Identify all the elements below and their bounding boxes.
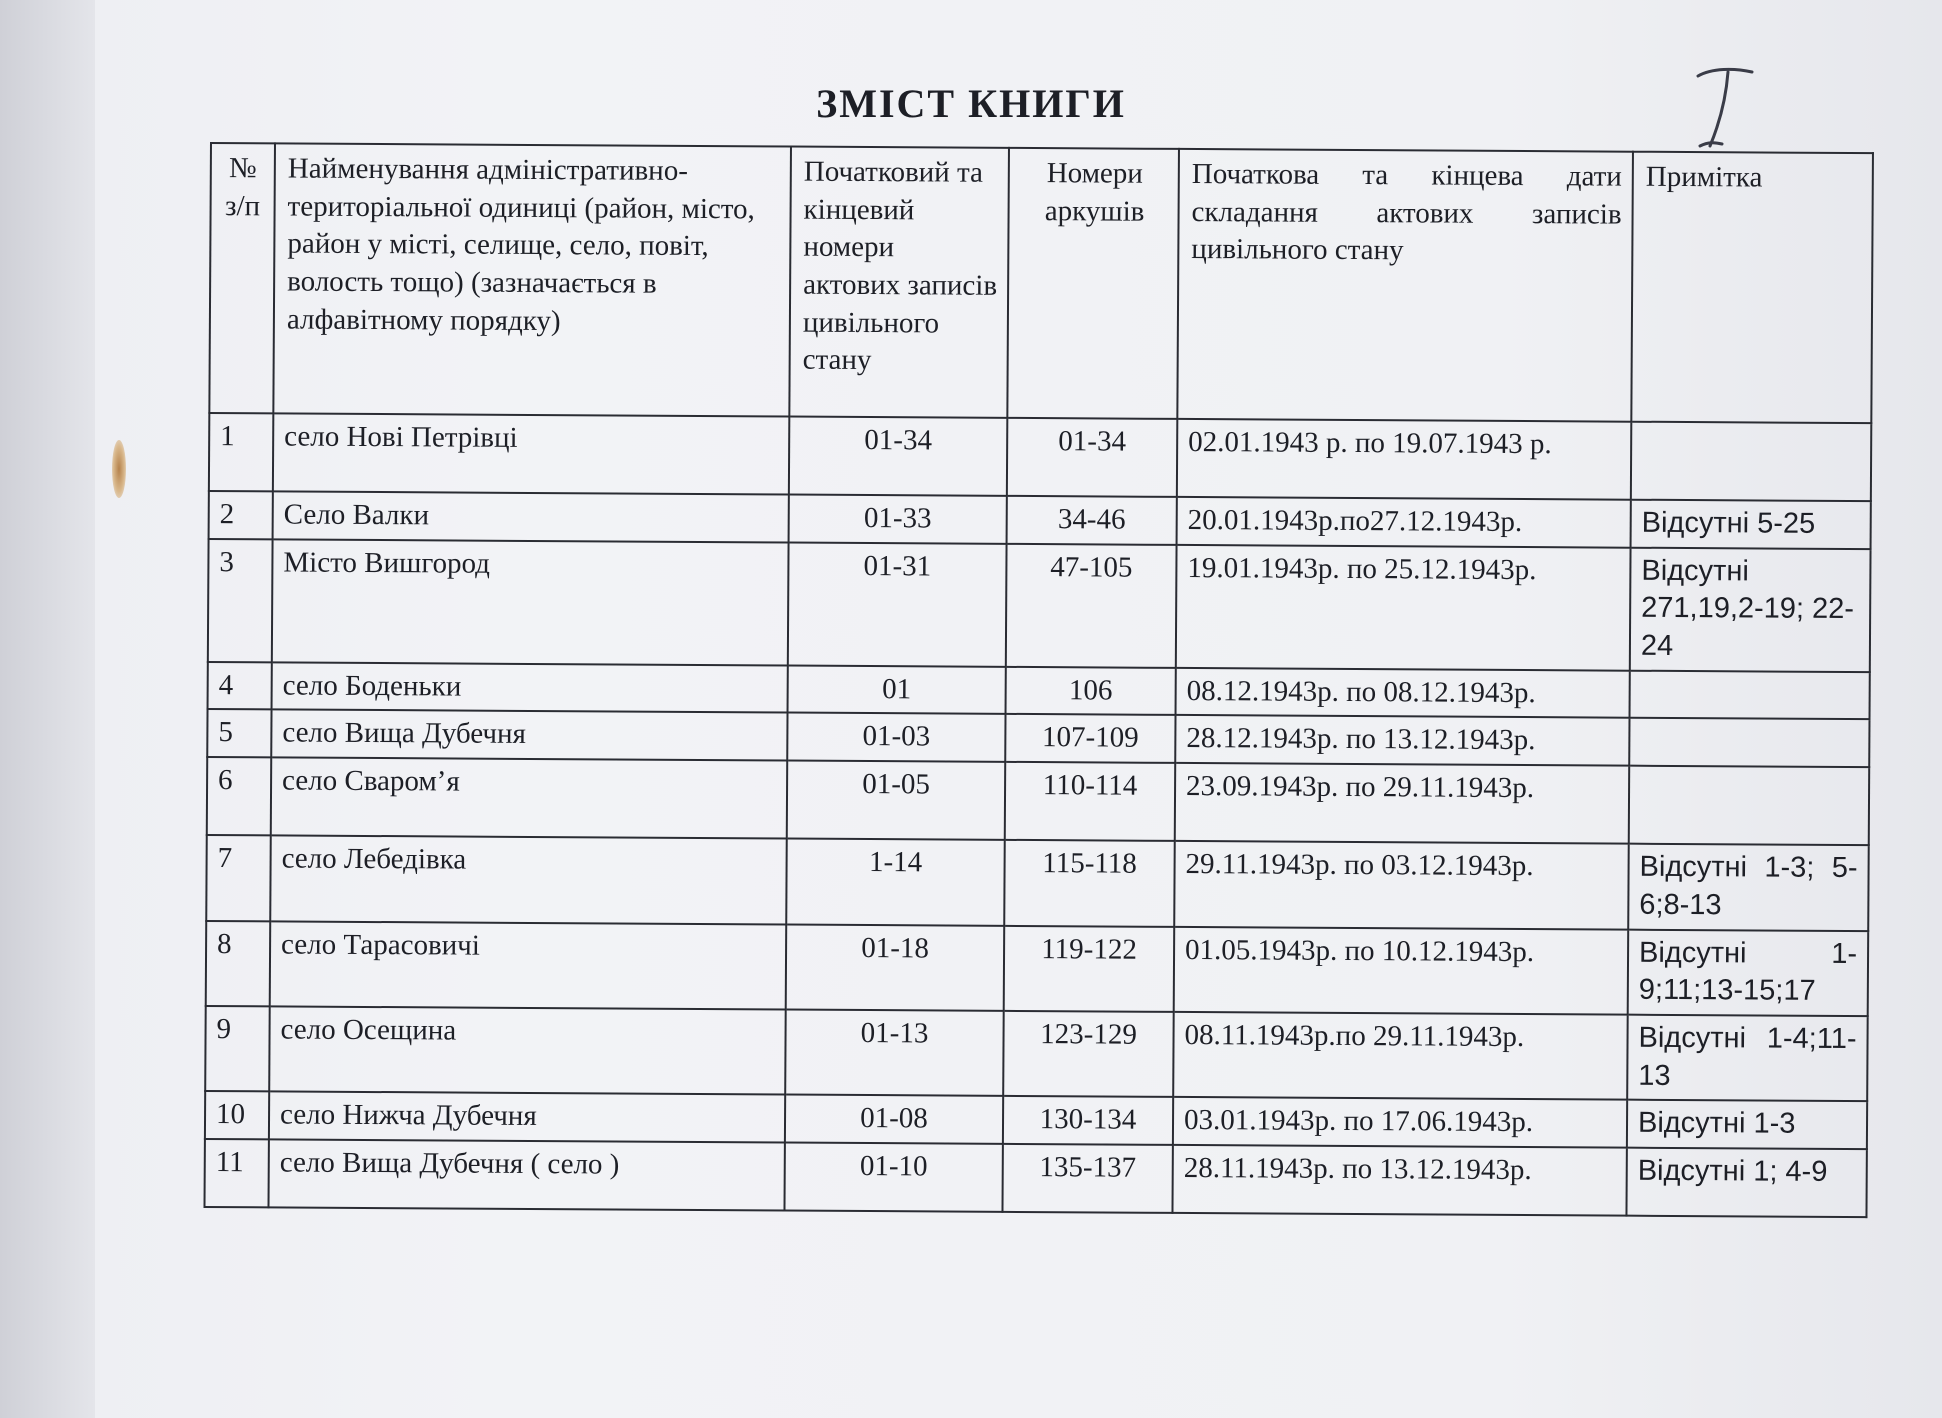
cell-dates: 28.11.1943р. по 13.12.1943р.: [1172, 1145, 1626, 1216]
table-row: [206, 835, 1868, 931]
cell-note: Відсутні 1; 4-9: [1626, 1148, 1866, 1217]
cell-records: 01-08: [785, 1095, 1003, 1144]
cell-sheets: 107-109: [1005, 714, 1175, 763]
cell-num: 6: [207, 757, 271, 835]
cell-records: 01-05: [787, 761, 1005, 840]
cell-sheets: 106: [1006, 667, 1176, 716]
table-row: [207, 757, 1869, 845]
header-dates: Початкова та кінцева дати складання актових записів цивільного стану: [1177, 149, 1633, 422]
table-row: [206, 920, 1868, 1016]
cell-note: Відсутні 1-3: [1627, 1100, 1867, 1149]
page-left-edge: [0, 0, 95, 1418]
handwritten-page-mark: [1690, 62, 1760, 152]
cell-sheets: 47-105: [1006, 544, 1177, 668]
cell-dates: 08.12.1943р. по 08.12.1943р.: [1176, 668, 1630, 718]
cell-name: Село Валки: [273, 491, 789, 542]
contents-table: [203, 142, 1873, 1218]
cell-name: село Сваром’я: [271, 758, 787, 839]
cell-records: 01-31: [788, 542, 1007, 666]
cell-records: 01-10: [784, 1142, 1002, 1211]
cell-num: 4: [208, 662, 272, 710]
cell-dates: 03.01.1943р. по 17.06.1943р.: [1173, 1097, 1627, 1147]
cell-dates: 23.09.1943р. по 29.11.1943р.: [1175, 763, 1629, 844]
cell-note: Відсутні 1-4;11-13: [1627, 1015, 1868, 1102]
page-title: ЗМІСТ КНИГИ: [816, 81, 1126, 126]
cell-num: 2: [209, 491, 273, 539]
header-sheet-numbers: Номери аркушів: [1007, 148, 1179, 419]
cell-num: 10: [205, 1091, 269, 1139]
header-name: Найменування адміністративно-територіальної одиниці (район, місто, район у місті, селище, село, повіт, волость тощо) (зазначається в алфавітному порядку): [273, 143, 791, 416]
cell-name: Місто Вишгород: [272, 539, 789, 665]
cell-sheets: 115-118: [1004, 840, 1175, 926]
paper-stain: [112, 440, 126, 498]
cell-records: 01-34: [789, 417, 1007, 496]
cell-name: село Тарасовичі: [270, 921, 787, 1010]
cell-sheets: 01-34: [1007, 418, 1177, 497]
cell-records: 01-18: [786, 924, 1005, 1011]
cell-name: село Нижча Дубечня: [269, 1092, 785, 1143]
cell-dates: 28.12.1943р. по 13.12.1943р.: [1175, 715, 1629, 765]
cell-dates: 02.01.1943 р. по 19.07.1943 р.: [1177, 419, 1631, 500]
cell-records: 01: [788, 665, 1006, 714]
cell-records: 1-14: [786, 839, 1005, 926]
cell-records: 01-03: [787, 713, 1005, 762]
cell-note: Відсутні 1-9;11;13-15;17: [1628, 929, 1869, 1016]
table-row: [209, 413, 1871, 501]
cell-records: 01-13: [785, 1009, 1004, 1096]
table-row: [208, 539, 1871, 672]
cell-note: [1630, 670, 1870, 719]
header-num: № з/п: [209, 143, 275, 413]
cell-sheets: 34-46: [1007, 496, 1177, 545]
cell-note: Відсутні 271,19,2-19; 22-24: [1630, 547, 1871, 672]
header-record-numbers: Початковий та кінцевий номери актових записів цивільного стану: [789, 147, 1009, 418]
cell-sheets: 119-122: [1004, 925, 1175, 1011]
cell-num: 8: [206, 920, 271, 1006]
cell-note: Відсутні 1-3; 5-6;8-13: [1628, 844, 1869, 931]
table-header-row: [209, 143, 1873, 423]
cell-note: [1629, 718, 1869, 767]
cell-sheets: 130-134: [1003, 1096, 1173, 1145]
cell-num: 5: [207, 709, 271, 757]
cell-dates: 29.11.1943р. по 03.12.1943р.: [1174, 841, 1629, 929]
cell-note: [1629, 766, 1869, 845]
header-note: Примітка: [1631, 152, 1873, 423]
cell-note: [1631, 422, 1871, 501]
cell-num: 7: [206, 835, 271, 921]
cell-num: 1: [209, 413, 273, 491]
cell-sheets: 123-129: [1003, 1011, 1174, 1097]
cell-sheets: 135-137: [1002, 1144, 1172, 1213]
cell-name: село Боденьки: [272, 662, 788, 713]
cell-name: село Вища Дубечня ( село ): [268, 1139, 784, 1210]
table-row: [204, 1139, 1866, 1217]
cell-dates: 01.05.1943р. по 10.12.1943р.: [1174, 926, 1629, 1014]
cell-sheets: 110-114: [1005, 762, 1175, 841]
cell-num: 9: [205, 1006, 270, 1092]
cell-dates: 08.11.1943р.по 29.11.1943р.: [1173, 1012, 1628, 1100]
cell-records: 01-33: [789, 495, 1007, 544]
cell-name: село Осещина: [269, 1006, 786, 1095]
cell-note: Відсутні 5-25: [1631, 500, 1871, 549]
cell-name: село Вища Дубечня: [271, 710, 787, 761]
cell-num: 3: [208, 539, 273, 662]
cell-name: село Нові Петрівці: [273, 413, 789, 494]
cell-name: село Лебедівка: [270, 836, 787, 925]
cell-dates: 20.01.1943р.по27.12.1943р.: [1177, 497, 1631, 547]
cell-num: 11: [204, 1139, 268, 1207]
cell-dates: 19.01.1943р. по 25.12.1943р.: [1176, 545, 1631, 671]
table-row: [205, 1006, 1867, 1102]
